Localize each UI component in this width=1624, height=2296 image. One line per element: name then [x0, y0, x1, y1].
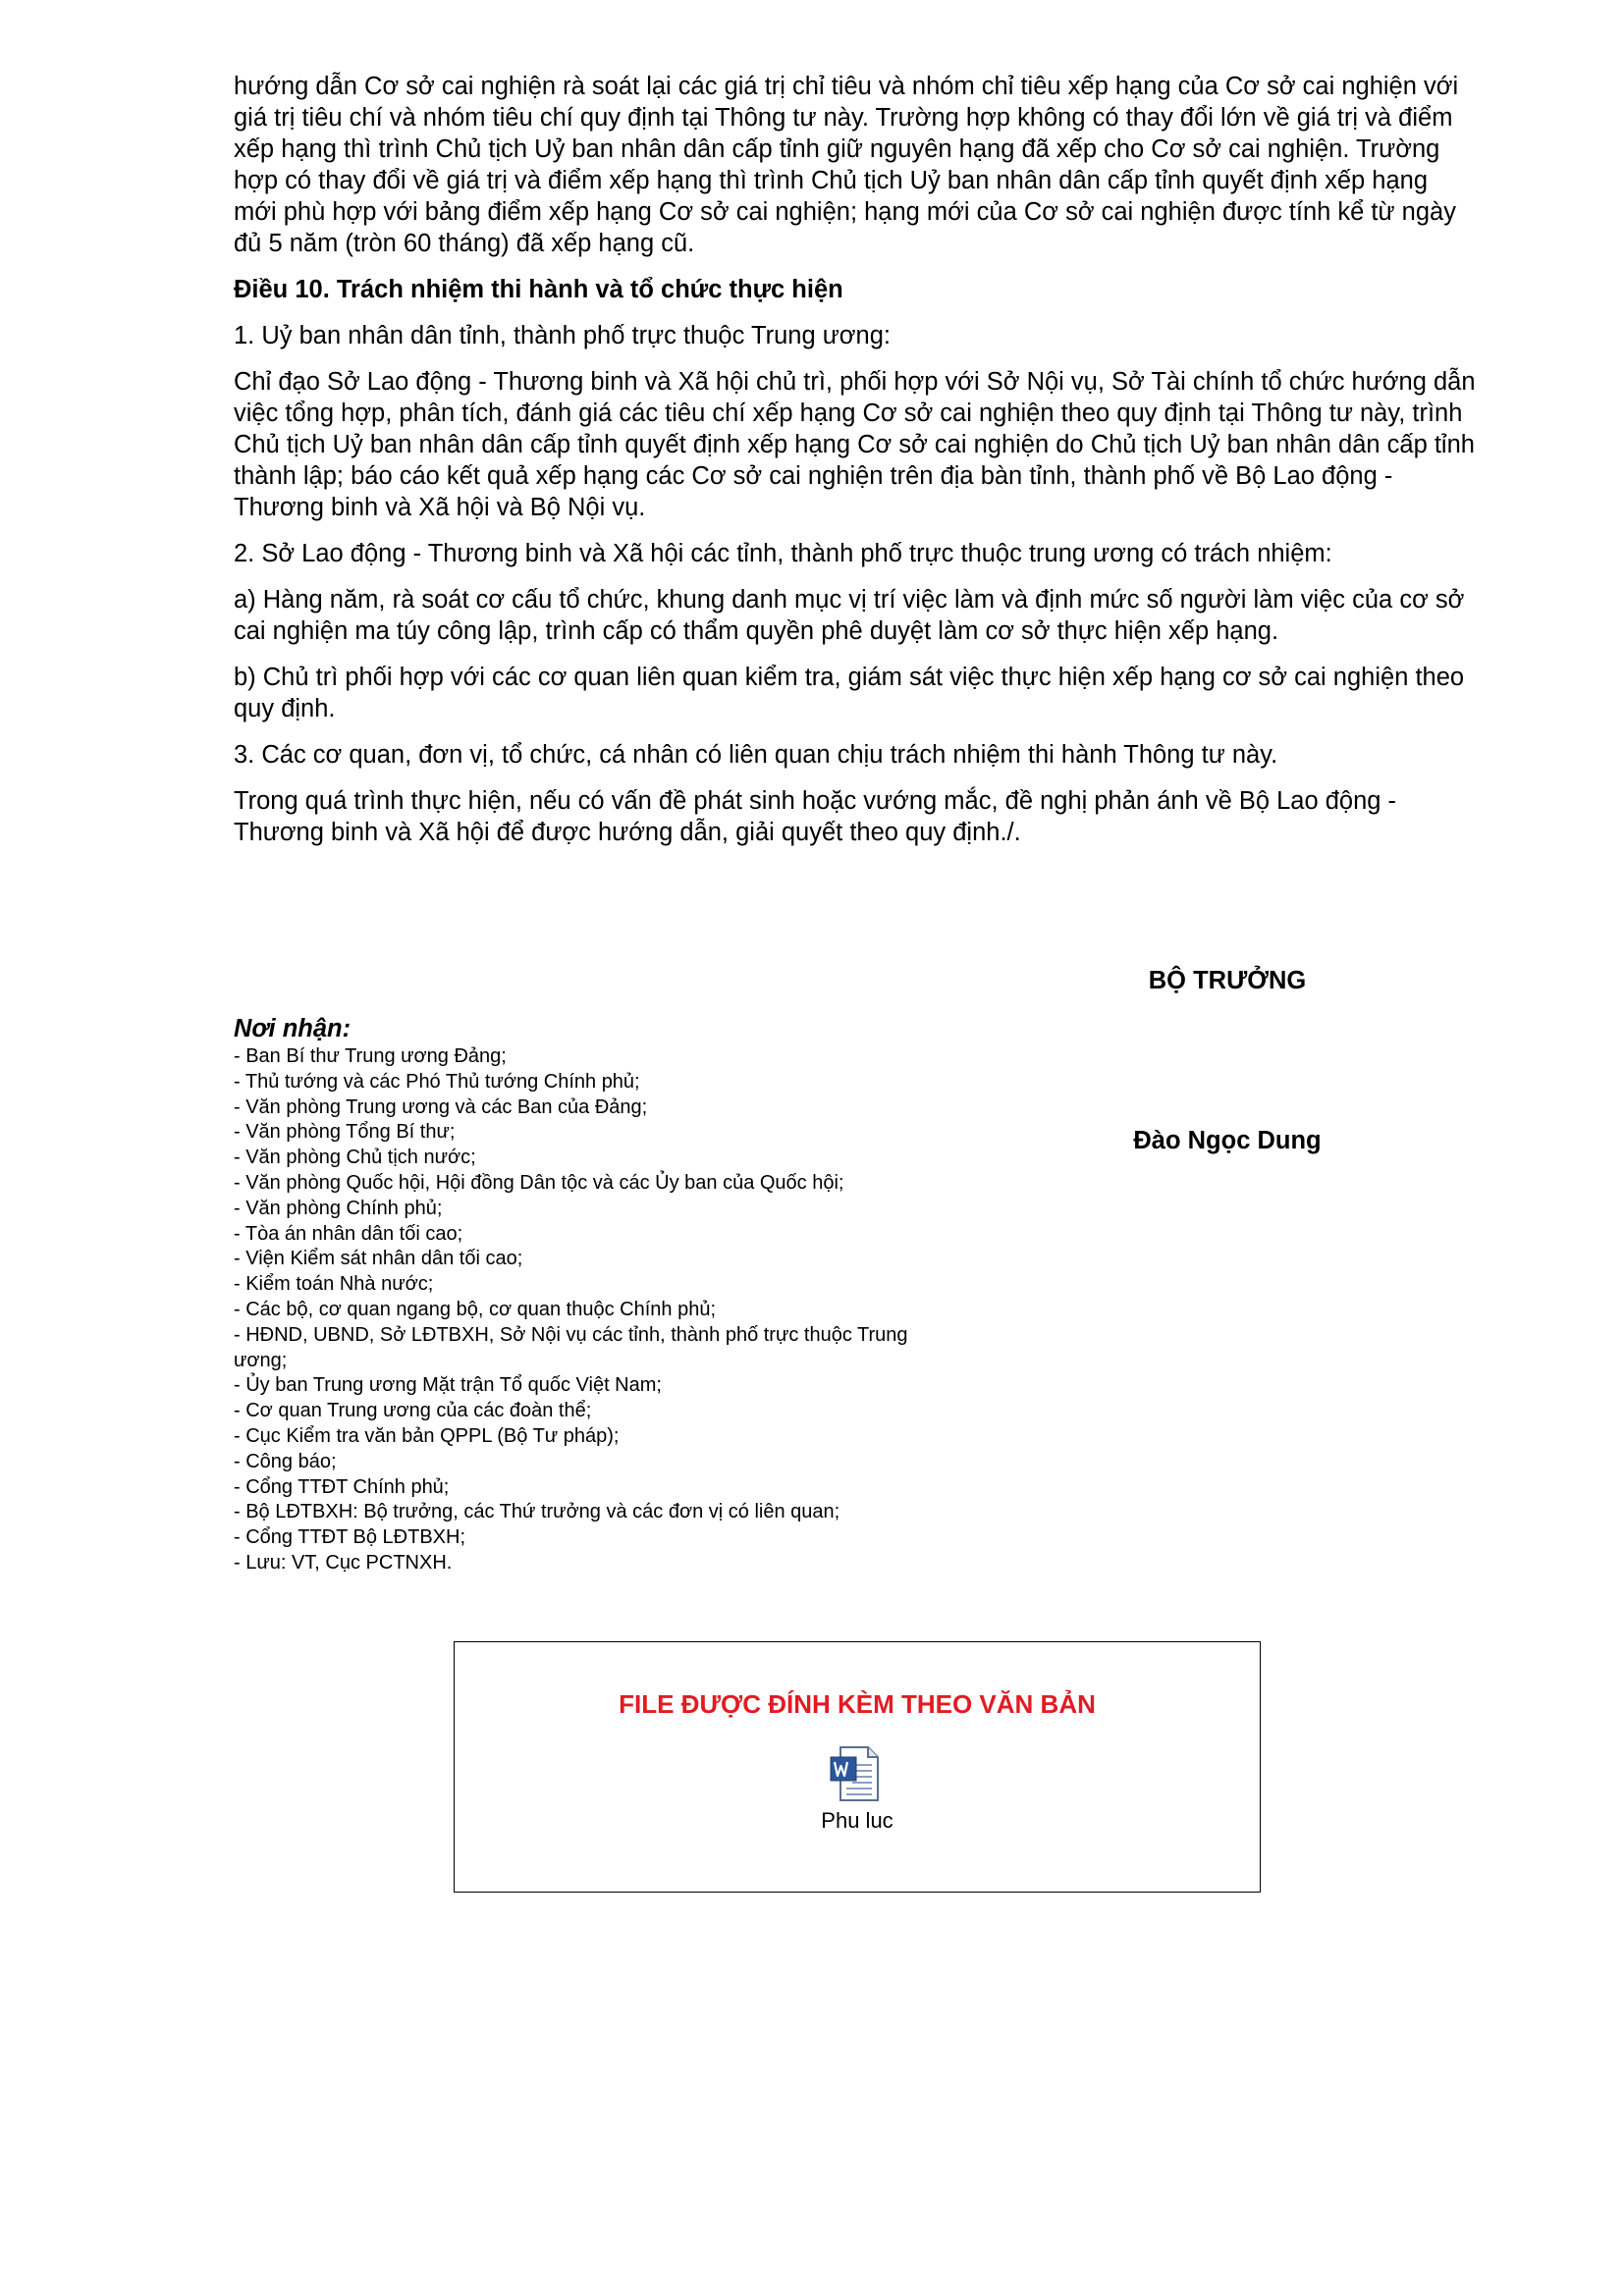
- recipients-title: Nơi nhận:: [234, 1015, 352, 1042]
- recipient-item: - Cổng TTĐT Bộ LĐTBXH;: [234, 1526, 465, 1549]
- recipient-item: - Văn phòng Trung ương và các Ban của Đảng;: [234, 1095, 648, 1118]
- recipient-item: - Công báo;: [234, 1450, 337, 1472]
- recipient-item: - Văn phòng Chủ tịch nước;: [234, 1147, 476, 1169]
- paragraph: 3. Các cơ quan, đơn vị, tổ chức, cá nhân có liên quan chịu trách nhiệm thi hành Thông tư này.: [234, 741, 1278, 769]
- document-body: [234, 71, 1476, 863]
- recipient-item: - Cục Kiểm tra văn bản QPPL (Bộ Tư pháp);: [234, 1424, 620, 1447]
- attachment-box: [454, 1641, 1261, 1893]
- article-heading: Điều 10. Trách nhiệm thi hành và tổ chức thực hiện: [234, 276, 843, 303]
- attachment-title: FILE ĐƯỢC ĐÍNH KÈM THEO VĂN BẢN: [619, 1689, 1096, 1719]
- recipient-item: - Tòa án nhân dân tối cao;: [234, 1222, 463, 1245]
- recipient-item: - Cơ quan Trung ương của các đoàn thể;: [234, 1400, 592, 1422]
- paragraph: hướng dẫn Cơ sở cai nghiện rà soát lại các giá trị chỉ tiêu và nhóm chỉ tiêu xếp hạng của Cơ sở cai nghiện với giá trị tiêu chí và nhóm tiêu chí quy định tại Thông tư này. Trường hợp không có thay đổi lớn về giá trị và điểm xếp hạng thì trình Chủ tịch Uỷ ban nhân dân cấp tỉnh giữ nguyên hạng đã xếp cho Cơ sở cai nghiện. Trường hợp có thay đổi về giá trị và điểm xếp hạng thì trình Chủ tịch Uỷ ban nhân dân cấp tỉnh quyết định xếp hạng mới phù hợp với bảng điểm xếp hạng Cơ sở cai nghiện; hạng mới của Cơ sở cai nghiện được tính kể từ ngày đủ 5 năm (tròn 60 tháng) đã xếp hạng cũ.: [234, 73, 1459, 257]
- recipient-item: - Văn phòng Quốc hội, Hội đồng Dân tộc và các Ủy ban của Quốc hội;: [234, 1171, 844, 1194]
- signer-name: Đào Ngọc Dung: [1133, 1127, 1322, 1154]
- word-document-icon[interactable]: [827, 1743, 888, 1804]
- recipient-item: - Kiểm toán Nhà nước;: [234, 1273, 434, 1296]
- paragraph: Chỉ đạo Sở Lao động - Thương binh và Xã hội chủ trì, phối hợp với Sở Nội vụ, Sở Tài chính tổ chức hướng dẫn việc tổng hợp, phân tích, đánh giá các tiêu chí xếp hạng Cơ sở cai nghiện theo quy định tại Thông tư này, trình Chủ tịch Uỷ ban nhân dân cấp tỉnh quyết định xếp hạng Cơ sở cai nghiện do Chủ tịch Uỷ ban nhân dân cấp tỉnh thành lập; báo cáo kết quả xếp hạng các Cơ sở cai nghiện trên địa bàn tỉnh, thành phố về Bộ Lao động - Thương binh và Xã hội và Bộ Nội vụ.: [234, 368, 1476, 521]
- attachment-file-link[interactable]: [821, 1743, 893, 1834]
- paragraph: Trong quá trình thực hiện, nếu có vấn đề phát sinh hoặc vướng mắc, đề nghị phản ánh về Bộ Lao động - Thương binh và Xã hội để được hướng dẫn, giải quyết theo quy định./.: [234, 787, 1397, 846]
- recipient-item: - Thủ tướng và các Phó Thủ tướng Chính phủ;: [234, 1070, 640, 1093]
- recipient-item: - Văn phòng Tổng Bí thư;: [234, 1121, 456, 1144]
- recipients-items: [234, 1044, 960, 1576]
- recipient-item: - HĐND, UBND, Sở LĐTBXH, Sở Nội vụ các tỉnh, thành phố trực thuộc Trung ương;: [234, 1323, 908, 1371]
- recipient-item: - Cổng TTĐT Chính phủ;: [234, 1475, 450, 1498]
- recipient-item: - Ban Bí thư Trung ương Đảng;: [234, 1045, 507, 1067]
- recipient-item: - Văn phòng Chính phủ;: [234, 1197, 443, 1219]
- recipient-item: - Ủy ban Trung ương Mặt trận Tổ quốc Việt Nam;: [234, 1374, 662, 1397]
- recipient-item: - Các bộ, cơ quan ngang bộ, cơ quan thuộc Chính phủ;: [234, 1298, 717, 1320]
- recipient-item: - Bộ LĐTBXH: Bộ trưởng, các Thứ trưởng và các đơn vị có liên quan;: [234, 1501, 840, 1523]
- paragraph: 1. Uỷ ban nhân dân tỉnh, thành phố trực thuộc Trung ương:: [234, 322, 891, 349]
- signer-title: BỘ TRƯỞNG: [1148, 967, 1307, 994]
- paragraph: b) Chủ trì phối hợp với các cơ quan liên quan kiểm tra, giám sát việc thực hiện xếp hạng cơ sở cai nghiện theo quy định.: [234, 664, 1465, 722]
- recipient-item: - Viện Kiểm sát nhân dân tối cao;: [234, 1248, 523, 1270]
- recipient-item: - Lưu: VT, Cục PCTNXH.: [234, 1551, 453, 1574]
- paragraph: 2. Sở Lao động - Thương binh và Xã hội các tỉnh, thành phố trực thuộc trung ương có trách nhiệm:: [234, 540, 1332, 567]
- attachment-file-label[interactable]: Phu luc: [821, 1808, 893, 1833]
- recipients-list: [234, 1013, 960, 1576]
- paragraph: a) Hàng năm, rà soát cơ cấu tổ chức, khung danh mục vị trí việc làm và định mức số người làm việc của cơ sở cai nghiện ma túy công lập, trình cấp có thẩm quyền phê duyệt làm cơ sở thực hiện xếp hạng.: [234, 586, 1465, 645]
